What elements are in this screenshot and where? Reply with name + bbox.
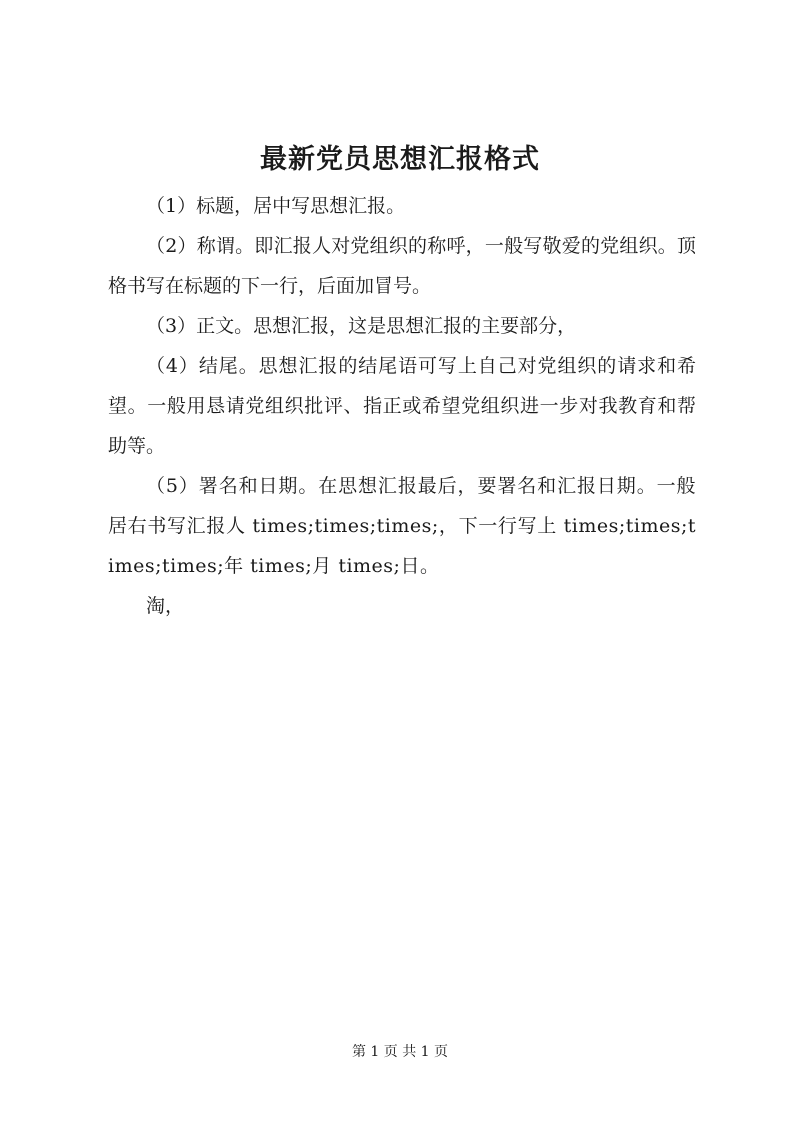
paragraph-salutation-rule: （2）称谓。即汇报人对党组织的称呼，一般写敬爱的党组织。顶格书写在标题的下一行，后面加冒号。 (108, 235, 696, 297)
document-title: 最新党员思想汇报格式 (260, 144, 540, 175)
page-footer: 第 1 页 共 1 页 (351, 1044, 449, 1060)
paragraph-body-rule: （3）正文。思想汇报，这是思想汇报的主要部分， (146, 315, 577, 337)
document-body (108, 186, 696, 626)
paragraph-signature-rule: （5）署名和日期。在思想汇报最后，要署名和汇报日期。一般居右书写汇报人 times;times;times;，下一行写上 times;times;times;times;年 times;月 times;日。 (108, 475, 696, 577)
paragraph-ending-rule: （4）结尾。思想汇报的结尾语可写上自己对党组织的请求和希望。一般用恳请党组织批评、指正或希望党组织进一步对我教育和帮助等。 (108, 355, 696, 457)
paragraph-title-rule: （1）标题，居中写思想汇报。 (146, 195, 406, 217)
paragraph-trailing: 淘， (146, 595, 185, 617)
